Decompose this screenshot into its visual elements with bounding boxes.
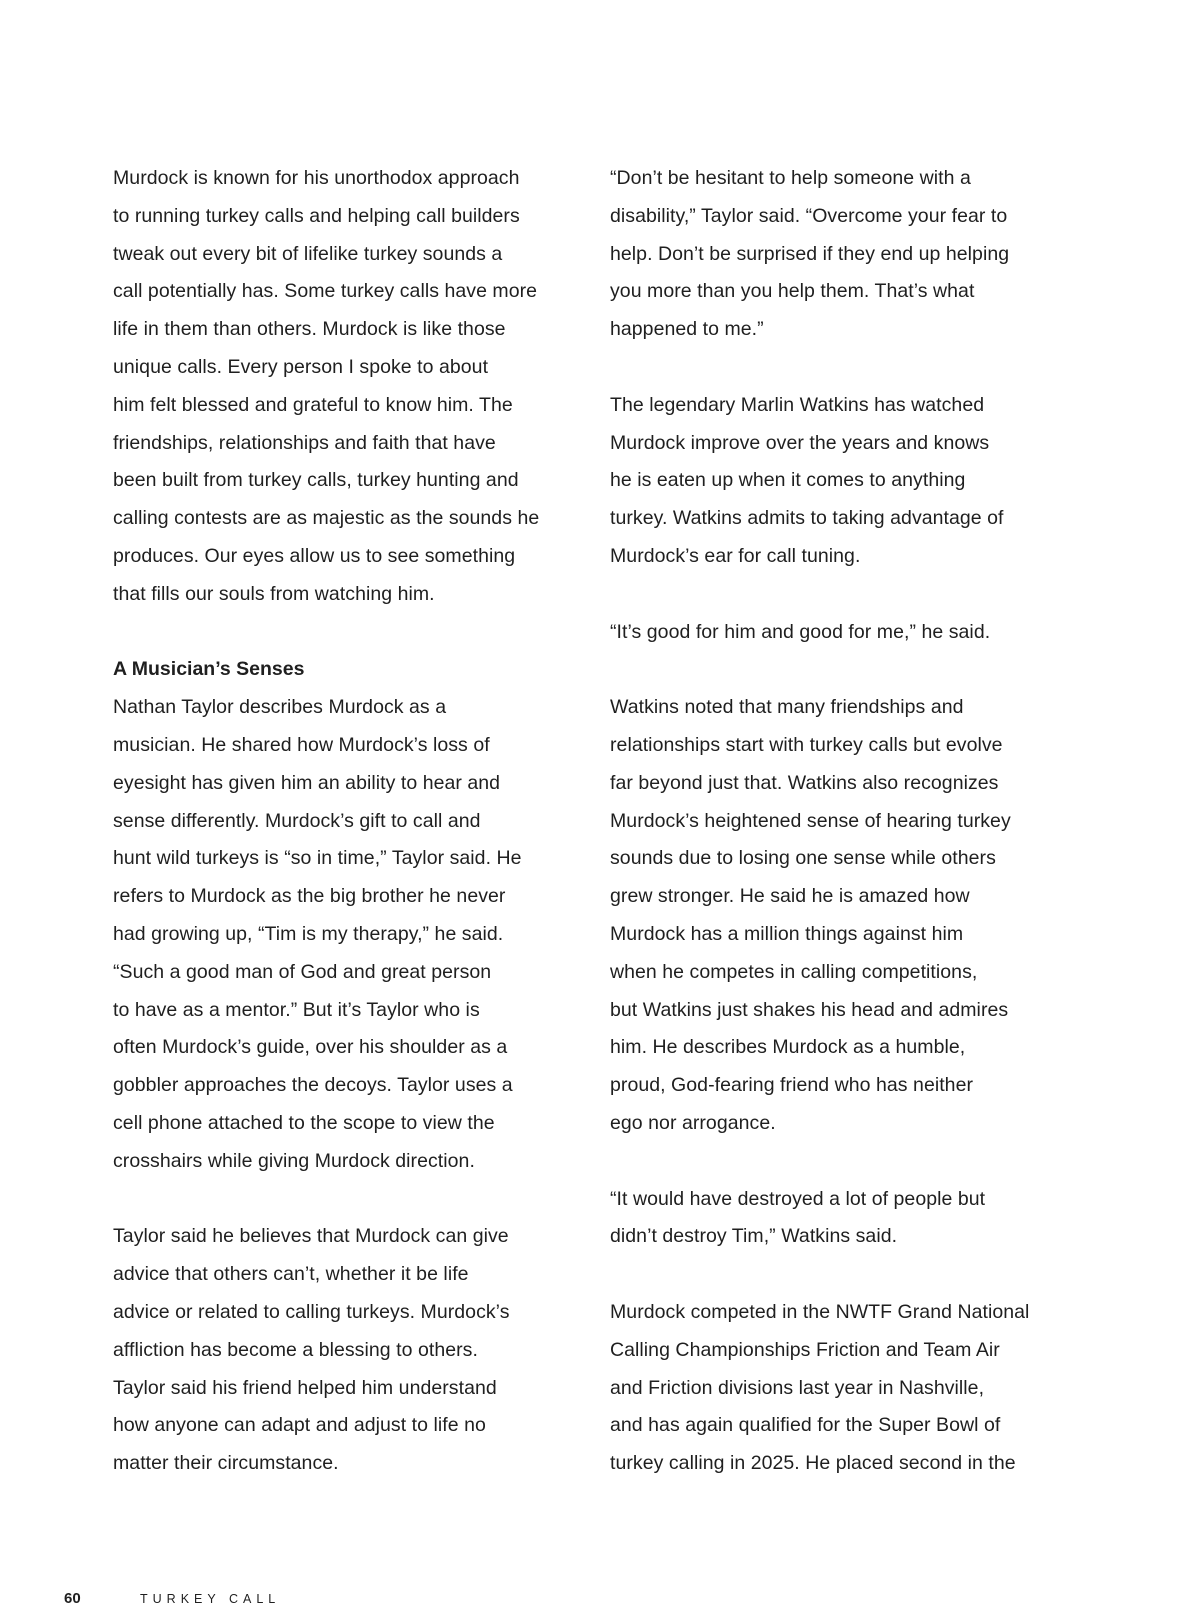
- text-line: proud, God-fearing friend who has neither: [610, 1074, 974, 1097]
- text-line: hunt wild turkeys is “so in time,” Taylor said. He: [113, 847, 522, 870]
- text-line: “It would have destroyed a lot of people but: [610, 1187, 986, 1210]
- text-line: “It’s good for him and good for me,” he said.: [610, 620, 991, 643]
- text-line: far beyond just that. Watkins also recognizes: [610, 771, 999, 794]
- text-line: produces. Our eyes allow us to see something: [113, 544, 516, 567]
- text-line: crosshairs while giving Murdock direction.: [113, 1149, 475, 1172]
- paragraph-gap: [610, 576, 1080, 614]
- text-line: Murdock has a million things against him: [610, 922, 964, 945]
- paragraph-gap: [610, 651, 1080, 689]
- text-line: Murdock improve over the years and knows: [610, 431, 990, 454]
- text-line: to have as a mentor.” But it’s Taylor who is: [113, 998, 480, 1021]
- paragraph-gap: [610, 349, 1080, 387]
- text-line: life in them than others. Murdock is like those: [113, 318, 506, 341]
- text-line: Murdock competed in the NWTF Grand National: [610, 1300, 1030, 1323]
- text-line: happened to me.”: [610, 318, 764, 341]
- text-line: but Watkins just shakes his head and admires: [610, 998, 1009, 1021]
- paragraph-watkins-friendships: [610, 689, 1080, 1143]
- page-footer: [64, 1590, 280, 1607]
- text-line: Taylor said his friend helped him understand: [113, 1376, 497, 1399]
- publication-name: TURKEY CALL: [140, 1591, 281, 1606]
- text-line: grew stronger. He said he is amazed how: [610, 885, 970, 908]
- page-number: 60: [64, 1590, 81, 1607]
- text-line: often Murdock’s guide, over his shoulder as a: [113, 1036, 508, 1059]
- right-column: [610, 160, 1080, 1483]
- text-line: turkey. Watkins admits to taking advantage of: [610, 507, 1004, 530]
- paragraph-advice: [113, 1218, 583, 1483]
- paragraph-intro: [113, 160, 583, 614]
- left-column: [113, 160, 583, 1483]
- text-line: gobbler approaches the decoys. Taylor uses a: [113, 1074, 513, 1097]
- section-subhead: A Musician’s Senses: [113, 658, 305, 681]
- text-line: “Don’t be hesitant to help someone with a: [610, 167, 971, 189]
- text-line: Murdock is known for his unorthodox approach: [113, 167, 520, 189]
- text-line: Nathan Taylor describes Murdock as a: [113, 696, 447, 719]
- paragraph-watkins-intro: [610, 387, 1080, 576]
- text-line: how anyone can adapt and adjust to life no: [113, 1414, 486, 1437]
- text-line: relationships start with turkey calls but evolve: [610, 733, 1003, 756]
- paragraph-gap: [610, 1143, 1080, 1181]
- text-line: cell phone attached to the scope to view the: [113, 1111, 495, 1134]
- text-line: and Friction divisions last year in Nashville,: [610, 1376, 985, 1399]
- text-line: him felt blessed and grateful to know him. The: [113, 393, 513, 416]
- text-line: disability,” Taylor said. “Overcome your fear to: [610, 204, 1008, 227]
- text-line: to running turkey calls and helping call builders: [113, 204, 520, 227]
- paragraph-good-for-him: [610, 614, 1080, 652]
- text-line: advice that others can’t, whether it be life: [113, 1263, 469, 1286]
- text-line: help. Don’t be surprised if they end up helping: [610, 242, 1010, 265]
- text-line: advice or related to calling turkeys. Murdock’s: [113, 1300, 510, 1323]
- text-line: turkey calling in 2025. He placed second in the: [610, 1452, 1016, 1475]
- text-line: that fills our souls from watching him.: [113, 582, 435, 605]
- text-line: he is eaten up when it comes to anything: [610, 469, 966, 492]
- text-line: and has again qualified for the Super Bowl of: [610, 1414, 1001, 1437]
- text-line: Murdock’s ear for call tuning.: [610, 544, 861, 567]
- paragraph-competitions: [610, 1294, 1080, 1483]
- text-line: refers to Murdock as the big brother he never: [113, 885, 506, 908]
- text-line: matter their circumstance.: [113, 1452, 339, 1475]
- text-line: had growing up, “Tim is my therapy,” he said.: [113, 922, 504, 945]
- text-line: you more than you help them. That’s what: [610, 280, 975, 303]
- paragraph-gap: [113, 614, 583, 652]
- text-line: musician. He shared how Murdock’s loss of: [113, 733, 490, 756]
- text-line: The legendary Marlin Watkins has watched: [610, 393, 985, 416]
- text-line: when he competes in calling competitions,: [610, 960, 978, 983]
- text-line: ego nor arrogance.: [610, 1111, 776, 1134]
- paragraph-destroyed-quote: [610, 1181, 1080, 1257]
- paragraph-gap: [610, 1256, 1080, 1294]
- text-line: sense differently. Murdock’s gift to call and: [113, 809, 481, 832]
- text-line: Taylor said he believes that Murdock can give: [113, 1225, 509, 1248]
- text-line: calling contests are as majestic as the sounds he: [113, 507, 540, 530]
- text-line: didn’t destroy Tim,” Watkins said.: [610, 1225, 898, 1248]
- text-line: eyesight has given him an ability to hear and: [113, 771, 501, 794]
- paragraph-taylor-quote: [610, 160, 1080, 349]
- text-line: unique calls. Every person I spoke to about: [113, 355, 489, 378]
- text-line: “Such a good man of God and great person: [113, 960, 492, 983]
- text-line: affliction has become a blessing to others.: [113, 1338, 478, 1361]
- text-line: tweak out every bit of lifelike turkey sounds a: [113, 242, 503, 265]
- text-line: call potentially has. Some turkey calls have more: [113, 280, 538, 303]
- paragraph-gap: [113, 1181, 583, 1219]
- text-line: Calling Championships Friction and Team Air: [610, 1338, 1000, 1361]
- text-line: sounds due to losing one sense while others: [610, 847, 996, 870]
- text-line: been built from turkey calls, turkey hunting and: [113, 469, 519, 492]
- paragraph-musician: [113, 689, 583, 1180]
- text-line: Watkins noted that many friendships and: [610, 696, 964, 719]
- text-line: friendships, relationships and faith that have: [113, 431, 496, 454]
- text-line: him. He describes Murdock as a humble,: [610, 1036, 966, 1059]
- text-line: Murdock’s heightened sense of hearing turkey: [610, 809, 1011, 832]
